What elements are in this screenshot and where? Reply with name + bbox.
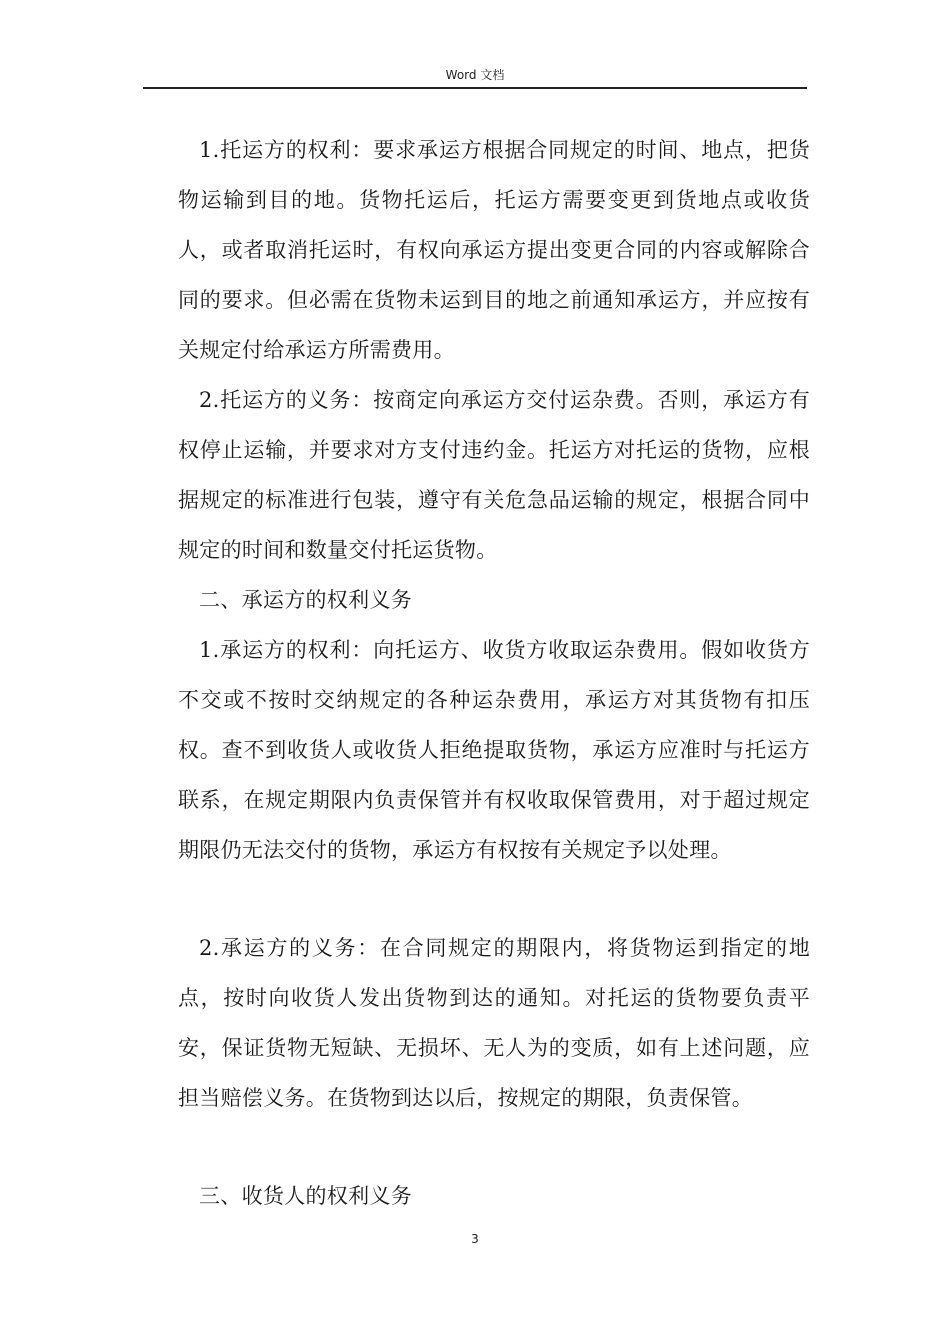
page-header-title: Word 文档 bbox=[445, 68, 505, 82]
section-heading-consignee: 三、收货人的权利义务 bbox=[199, 1184, 412, 1208]
section-heading-carrier: 二、承运方的权利义务 bbox=[199, 588, 412, 612]
paragraph-consignor-rights: 1.托运方的权利：要求承运方根据合同规定的时间、地点，把货物运输到目的地。货物托运后，托运方需要变更到货地点或收货人，或者取消托运时，有权向承运方提出变更合同的内容或解除合同的要求。但必需在货物未运到目的地之前通知承运方，并应按有关规定付给承运方所需费用。 bbox=[178, 138, 810, 362]
paragraph-carrier-rights: 1.承运方的权利：向托运方、收货方收取运杂费用。假如收货方不交或不按时交纳规定的各种运杂费用，承运方对其货物有扣压权。查不到收货人或收货人拒绝提取货物，承运方应准时与托运方联系，在规定期限内负责保管并有权收取保管费用，对于超过规定期限仍无法交付的货物，承运方有权按有关规定予以处理。 bbox=[178, 638, 810, 862]
page-number: 3 bbox=[471, 1232, 479, 1246]
paragraph-carrier-duties: 2.承运方的义务：在合同规定的期限内，将货物运到指定的地点，按时向收货人发出货物到达的通知。对托运的货物要负责平安，保证货物无短缺、无损坏、无人为的变质，如有上述问题，应担当赔偿义务。在货物到达以后，按规定的期限，负责保管。 bbox=[178, 936, 810, 1110]
header-divider bbox=[143, 87, 807, 89]
paragraph-consignor-duties: 2.托运方的义务：按商定向承运方交付运杂费。否则，承运方有权停止运输，并要求对方支付违约金。托运方对托运的货物，应根据规定的标准进行包装，遵守有关危急品运输的规定，根据合同中规定的时间和数量交付托运货物。 bbox=[178, 388, 810, 562]
